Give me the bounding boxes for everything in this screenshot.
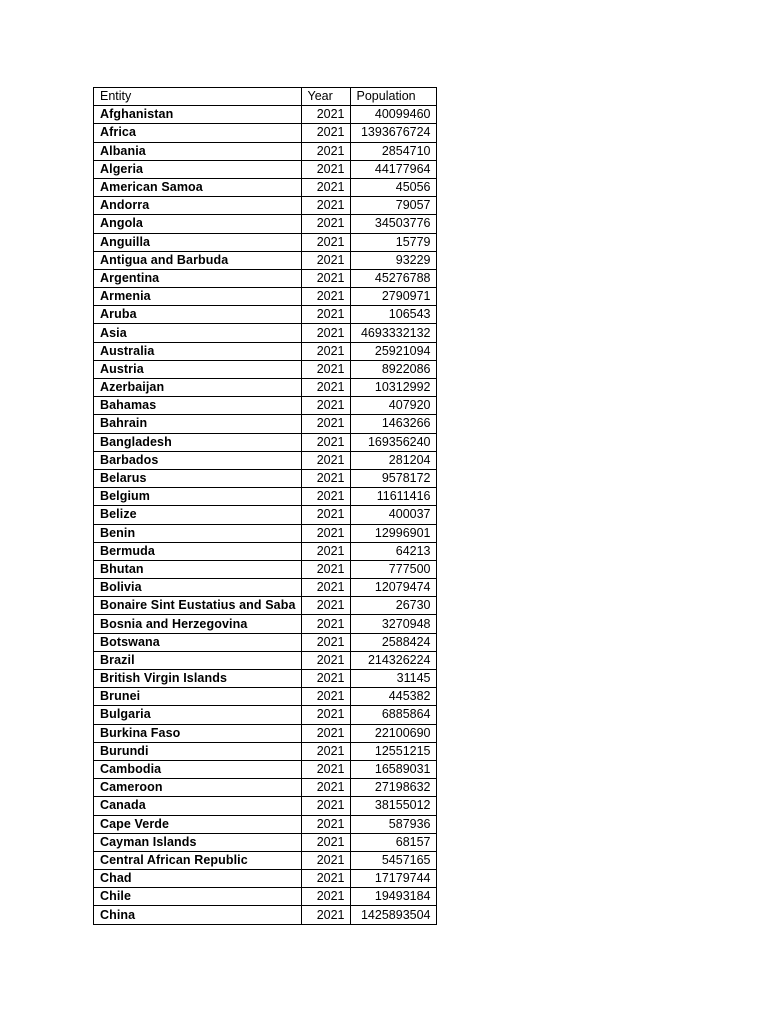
population-cell: 407920 bbox=[350, 397, 436, 415]
population-cell: 27198632 bbox=[350, 779, 436, 797]
population-cell: 15779 bbox=[350, 233, 436, 251]
year-cell: 2021 bbox=[301, 779, 350, 797]
table-header-row bbox=[94, 88, 437, 106]
population-cell: 45276788 bbox=[350, 269, 436, 287]
table-row bbox=[94, 651, 437, 669]
entity-cell: Canada bbox=[94, 797, 302, 815]
population-cell: 8922086 bbox=[350, 360, 436, 378]
table-row bbox=[94, 815, 437, 833]
year-cell: 2021 bbox=[301, 833, 350, 851]
table-row bbox=[94, 579, 437, 597]
table-row bbox=[94, 142, 437, 160]
population-cell: 68157 bbox=[350, 833, 436, 851]
year-cell: 2021 bbox=[301, 197, 350, 215]
entity-cell: Burkina Faso bbox=[94, 724, 302, 742]
population-cell: 1425893504 bbox=[350, 906, 436, 924]
entity-cell: Brazil bbox=[94, 651, 302, 669]
year-cell: 2021 bbox=[301, 506, 350, 524]
year-cell: 2021 bbox=[301, 397, 350, 415]
table-row bbox=[94, 433, 437, 451]
year-cell: 2021 bbox=[301, 706, 350, 724]
year-cell: 2021 bbox=[301, 597, 350, 615]
year-cell: 2021 bbox=[301, 815, 350, 833]
entity-cell: Bosnia and Herzegovina bbox=[94, 615, 302, 633]
population-cell: 6885864 bbox=[350, 706, 436, 724]
table-row bbox=[94, 597, 437, 615]
entity-cell: Africa bbox=[94, 124, 302, 142]
population-cell: 214326224 bbox=[350, 651, 436, 669]
year-cell: 2021 bbox=[301, 342, 350, 360]
table-row bbox=[94, 288, 437, 306]
year-cell: 2021 bbox=[301, 851, 350, 869]
table-row bbox=[94, 124, 437, 142]
population-cell: 12079474 bbox=[350, 579, 436, 597]
table-row bbox=[94, 197, 437, 215]
year-cell: 2021 bbox=[301, 469, 350, 487]
table-row bbox=[94, 524, 437, 542]
year-cell: 2021 bbox=[301, 288, 350, 306]
population-cell: 31145 bbox=[350, 670, 436, 688]
entity-cell: Cayman Islands bbox=[94, 833, 302, 851]
table-row bbox=[94, 724, 437, 742]
year-cell: 2021 bbox=[301, 488, 350, 506]
entity-cell: China bbox=[94, 906, 302, 924]
table-row bbox=[94, 397, 437, 415]
entity-cell: Bolivia bbox=[94, 579, 302, 597]
entity-cell: Armenia bbox=[94, 288, 302, 306]
population-cell: 93229 bbox=[350, 251, 436, 269]
population-cell: 12551215 bbox=[350, 742, 436, 760]
year-cell: 2021 bbox=[301, 124, 350, 142]
entity-cell: Aruba bbox=[94, 306, 302, 324]
year-cell: 2021 bbox=[301, 724, 350, 742]
entity-cell: Botswana bbox=[94, 633, 302, 651]
year-cell: 2021 bbox=[301, 269, 350, 287]
population-cell: 777500 bbox=[350, 560, 436, 578]
year-cell: 2021 bbox=[301, 670, 350, 688]
population-cell: 1463266 bbox=[350, 415, 436, 433]
population-cell: 64213 bbox=[350, 542, 436, 560]
year-cell: 2021 bbox=[301, 142, 350, 160]
table-row bbox=[94, 870, 437, 888]
population-cell: 44177964 bbox=[350, 160, 436, 178]
table-row bbox=[94, 269, 437, 287]
year-cell: 2021 bbox=[301, 542, 350, 560]
population-cell: 400037 bbox=[350, 506, 436, 524]
entity-cell: Cameroon bbox=[94, 779, 302, 797]
year-cell: 2021 bbox=[301, 742, 350, 760]
population-cell: 445382 bbox=[350, 688, 436, 706]
population-cell: 11611416 bbox=[350, 488, 436, 506]
entity-cell: Benin bbox=[94, 524, 302, 542]
entity-cell: Argentina bbox=[94, 269, 302, 287]
table-row bbox=[94, 106, 437, 124]
population-cell: 9578172 bbox=[350, 469, 436, 487]
population-cell: 38155012 bbox=[350, 797, 436, 815]
population-cell: 4693332132 bbox=[350, 324, 436, 342]
year-cell: 2021 bbox=[301, 215, 350, 233]
entity-cell: Bangladesh bbox=[94, 433, 302, 451]
entity-cell: Australia bbox=[94, 342, 302, 360]
entity-cell: Chile bbox=[94, 888, 302, 906]
population-table bbox=[93, 87, 437, 925]
population-cell: 34503776 bbox=[350, 215, 436, 233]
population-cell: 587936 bbox=[350, 815, 436, 833]
population-cell: 16589031 bbox=[350, 760, 436, 778]
table-row bbox=[94, 251, 437, 269]
population-cell: 5457165 bbox=[350, 851, 436, 869]
table-row bbox=[94, 306, 437, 324]
year-cell: 2021 bbox=[301, 579, 350, 597]
entity-cell: Burundi bbox=[94, 742, 302, 760]
table-row bbox=[94, 797, 437, 815]
population-cell: 40099460 bbox=[350, 106, 436, 124]
entity-cell: Brunei bbox=[94, 688, 302, 706]
year-cell: 2021 bbox=[301, 306, 350, 324]
population-cell: 17179744 bbox=[350, 870, 436, 888]
population-cell: 169356240 bbox=[350, 433, 436, 451]
table-row bbox=[94, 469, 437, 487]
table-row bbox=[94, 342, 437, 360]
entity-cell: Antigua and Barbuda bbox=[94, 251, 302, 269]
entity-cell: Afghanistan bbox=[94, 106, 302, 124]
table-row bbox=[94, 742, 437, 760]
population-cell: 10312992 bbox=[350, 379, 436, 397]
population-cell: 22100690 bbox=[350, 724, 436, 742]
population-cell: 12996901 bbox=[350, 524, 436, 542]
table-row bbox=[94, 888, 437, 906]
year-cell: 2021 bbox=[301, 178, 350, 196]
year-cell: 2021 bbox=[301, 433, 350, 451]
table-row bbox=[94, 615, 437, 633]
population-cell: 1393676724 bbox=[350, 124, 436, 142]
table-row bbox=[94, 488, 437, 506]
year-cell: 2021 bbox=[301, 524, 350, 542]
entity-cell: British Virgin Islands bbox=[94, 670, 302, 688]
population-cell: 3270948 bbox=[350, 615, 436, 633]
entity-cell: Bhutan bbox=[94, 560, 302, 578]
entity-cell: Bulgaria bbox=[94, 706, 302, 724]
table-row bbox=[94, 215, 437, 233]
population-cell: 106543 bbox=[350, 306, 436, 324]
year-cell: 2021 bbox=[301, 888, 350, 906]
year-cell: 2021 bbox=[301, 379, 350, 397]
year-cell: 2021 bbox=[301, 870, 350, 888]
table-row bbox=[94, 415, 437, 433]
table-row bbox=[94, 906, 437, 924]
year-cell: 2021 bbox=[301, 451, 350, 469]
entity-cell: Belarus bbox=[94, 469, 302, 487]
table-row bbox=[94, 779, 437, 797]
table-row bbox=[94, 233, 437, 251]
entity-cell: Bahamas bbox=[94, 397, 302, 415]
year-cell: 2021 bbox=[301, 906, 350, 924]
year-cell: 2021 bbox=[301, 324, 350, 342]
table-row bbox=[94, 633, 437, 651]
year-column-header: Year bbox=[301, 88, 350, 106]
entity-cell: Belize bbox=[94, 506, 302, 524]
entity-cell: Cambodia bbox=[94, 760, 302, 778]
entity-column-header: Entity bbox=[94, 88, 302, 106]
table-row bbox=[94, 542, 437, 560]
population-cell: 25921094 bbox=[350, 342, 436, 360]
population-cell: 79057 bbox=[350, 197, 436, 215]
population-cell: 281204 bbox=[350, 451, 436, 469]
table-row bbox=[94, 560, 437, 578]
year-cell: 2021 bbox=[301, 251, 350, 269]
entity-cell: Angola bbox=[94, 215, 302, 233]
table-body bbox=[94, 106, 437, 924]
population-cell: 2790971 bbox=[350, 288, 436, 306]
entity-cell: Bahrain bbox=[94, 415, 302, 433]
entity-cell: Albania bbox=[94, 142, 302, 160]
entity-cell: Bonaire Sint Eustatius and Saba bbox=[94, 597, 302, 615]
table-row bbox=[94, 379, 437, 397]
year-cell: 2021 bbox=[301, 233, 350, 251]
entity-cell: Bermuda bbox=[94, 542, 302, 560]
table-row bbox=[94, 506, 437, 524]
table-row bbox=[94, 324, 437, 342]
year-cell: 2021 bbox=[301, 106, 350, 124]
year-cell: 2021 bbox=[301, 415, 350, 433]
population-cell: 2854710 bbox=[350, 142, 436, 160]
table-row bbox=[94, 851, 437, 869]
population-cell: 45056 bbox=[350, 178, 436, 196]
table-row bbox=[94, 688, 437, 706]
year-cell: 2021 bbox=[301, 760, 350, 778]
year-cell: 2021 bbox=[301, 360, 350, 378]
table-row bbox=[94, 451, 437, 469]
entity-cell: Asia bbox=[94, 324, 302, 342]
population-cell: 26730 bbox=[350, 597, 436, 615]
entity-cell: Algeria bbox=[94, 160, 302, 178]
year-cell: 2021 bbox=[301, 633, 350, 651]
year-cell: 2021 bbox=[301, 797, 350, 815]
table-row bbox=[94, 706, 437, 724]
table-row bbox=[94, 833, 437, 851]
entity-cell: Central African Republic bbox=[94, 851, 302, 869]
entity-cell: Anguilla bbox=[94, 233, 302, 251]
population-cell: 2588424 bbox=[350, 633, 436, 651]
entity-cell: Azerbaijan bbox=[94, 379, 302, 397]
entity-cell: Austria bbox=[94, 360, 302, 378]
entity-cell: Barbados bbox=[94, 451, 302, 469]
year-cell: 2021 bbox=[301, 160, 350, 178]
year-cell: 2021 bbox=[301, 560, 350, 578]
year-cell: 2021 bbox=[301, 688, 350, 706]
entity-cell: Chad bbox=[94, 870, 302, 888]
table-row bbox=[94, 178, 437, 196]
table-row bbox=[94, 160, 437, 178]
year-cell: 2021 bbox=[301, 615, 350, 633]
entity-cell: Cape Verde bbox=[94, 815, 302, 833]
population-column-header: Population bbox=[350, 88, 436, 106]
population-cell: 19493184 bbox=[350, 888, 436, 906]
entity-cell: American Samoa bbox=[94, 178, 302, 196]
table-row bbox=[94, 670, 437, 688]
table-row bbox=[94, 360, 437, 378]
year-cell: 2021 bbox=[301, 651, 350, 669]
entity-cell: Belgium bbox=[94, 488, 302, 506]
table-row bbox=[94, 760, 437, 778]
entity-cell: Andorra bbox=[94, 197, 302, 215]
